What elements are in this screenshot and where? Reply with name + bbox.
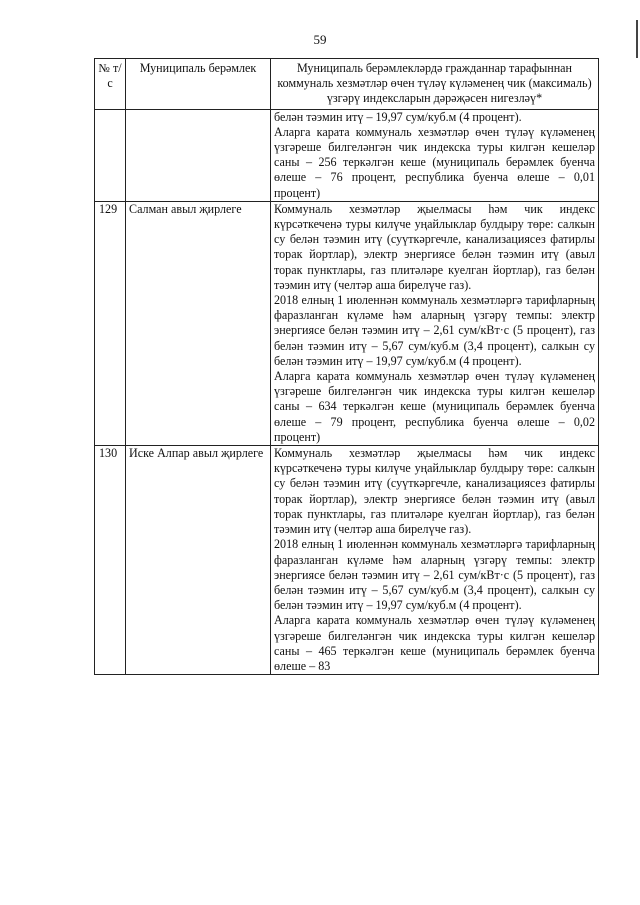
- cell-municipality: Салман авыл җирлеге: [126, 201, 271, 445]
- paragraph: Аларга карата коммуналь хезмәтләр өчен түләү күләменең үзгәреше билгеләнгән чик индекска туры килгән кешеләр саны – 465 теркәлгән кеше (муниципаль берәмлек буенча өлеше – 83: [274, 613, 595, 673]
- cell-number: 129: [95, 201, 126, 445]
- tariff-table: [94, 58, 599, 675]
- cell-description: [271, 446, 599, 675]
- cell-description: [271, 109, 599, 201]
- paragraph: 2018 елның 1 июленнән коммуналь хезмәтләргә тарифларның фаразланган күләме һәм аларның үзгәрү темпы: электр энергиясе белән тәэмин итү – 2,61 сум/кВт·с (5 процент), газ белән тәэмин итү – 5,67 сум/куб.м (3,4 процент), салкын су белән тәэмин итү – 19,97 сум/куб.м (4 процент).: [274, 537, 595, 613]
- table-row-continuation: [95, 109, 599, 201]
- page-number: 59: [313, 32, 327, 47]
- header-municipality: Муниципаль берәмлек: [126, 59, 271, 110]
- cell-description: [271, 201, 599, 445]
- paragraph: Коммуналь хезмәтләр җыелмасы һәм чик индекс күрсәткеченә туры килүче уңайлыклар булдыру төре: салкын су белән тәэмин итү (суүткәргечле, канализациясез фатирлы торак йортлар), электр энергиясе белән тәэмин итү (авыл торак пунктлары, газ плитәләре куелган йортлар), газ белән тәэмин итү (челтәр аша бирелүче газ).: [274, 201, 595, 292]
- paragraph: Аларга карата коммуналь хезмәтләр өчен түләү күләменең үзгәреше билгеләнгән чик индекска туры килгән кешеләр саны – 634 теркәлгән кеше (муниципаль берәмлек буенча өлеше – 79 процент, республика буенча өлеше – 0,02 процент): [274, 369, 595, 444]
- cell-municipality: [126, 109, 271, 201]
- paragraph: Коммуналь хезмәтләр җыелмасы һәм чик индекс күрсәткеченә туры килүче уңайлыклар булдыру төре: салкын су белән тәэмин итү (суүткәргечле, канализациясез фатирлы торак йортлар), электр энергиясе белән тәэмин итү (авыл торак пунктлары, газ плитәләре куелган йортлар), газ белән тәэмин итү (челтәр аша бирелүче газ).: [274, 446, 595, 537]
- paragraph: Аларга карата коммуналь хезмәтләр өчен түләү күләменең үзгәреше билгеләнгән чик индекска туры килгән кешеләр саны – 256 теркәлгән кеше (муниципаль берәмлек буенча өлеше – 76 процент, республика буенча өлеше – 0,01 процент): [274, 124, 595, 200]
- table-header-row: [95, 59, 599, 110]
- cell-number: [95, 109, 126, 201]
- cell-municipality: Иске Алпар авыл җирлеге: [126, 446, 271, 675]
- paragraph: 2018 елның 1 июленнән коммуналь хезмәтләргә тарифларның фаразланган күләме һәм аларның үзгәрү темпы: электр энергиясе белән тәэмин итү – 2,61 сум/кВт·с (5 процент), газ белән тәэмин итү – 5,67 сум/куб.м (3,4 процент), салкын су белән тәэмин итү – 19,97 сум/куб.м (4 процент).: [274, 293, 595, 368]
- paragraph: белән тәэмин итү – 19,97 сум/куб.м (4 процент).: [274, 109, 522, 124]
- header-justification: Муниципаль берәмлекләрдә гражданнар тарафыннан коммуналь хезмәтләр өчен түләү күләменең чик (максималь) үзгәрү индексларын дәрәҗәсен нигезләү*: [271, 59, 599, 110]
- cell-number: 130: [95, 446, 126, 675]
- scan-edge-mark: [636, 20, 638, 58]
- header-number: № т/с: [95, 59, 126, 110]
- table-row: [95, 201, 599, 445]
- table-row: [95, 446, 599, 675]
